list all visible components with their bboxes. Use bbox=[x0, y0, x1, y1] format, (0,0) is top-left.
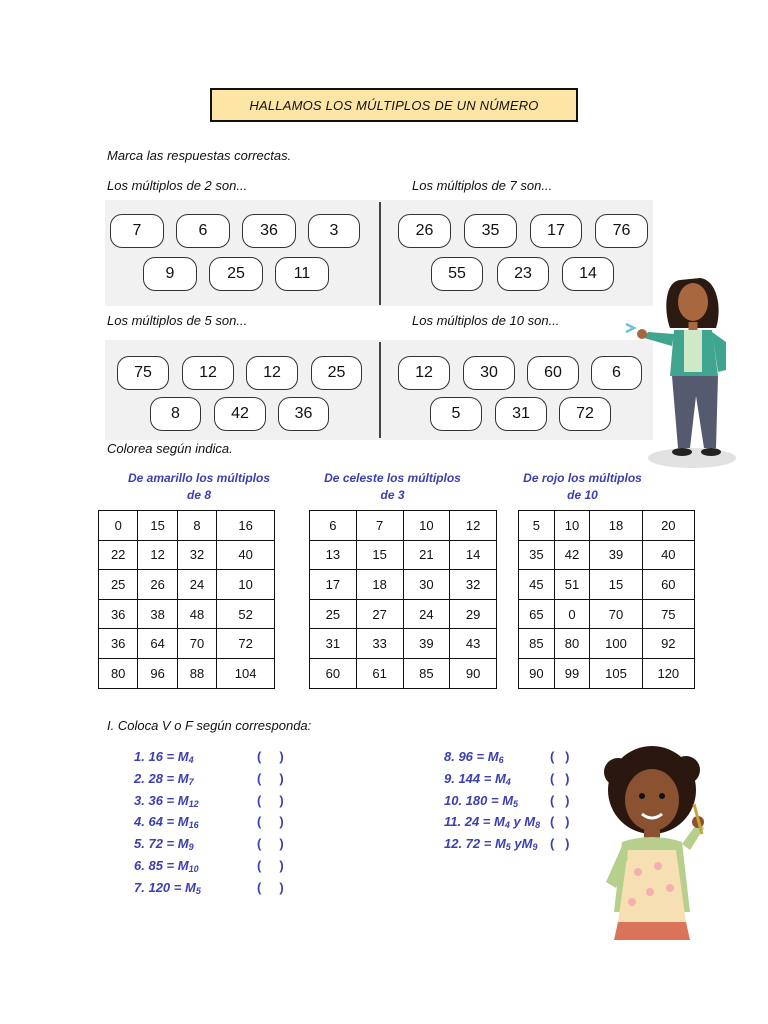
answer-blank[interactable]: ( ) bbox=[257, 770, 284, 786]
table-cell[interactable]: 39 bbox=[403, 629, 450, 659]
vf-expression: yM bbox=[510, 836, 533, 852]
table-row bbox=[310, 658, 497, 688]
vf-number: 1. bbox=[134, 749, 145, 764]
option-pill[interactable]: 55 bbox=[431, 257, 483, 291]
option-pill[interactable]: 35 bbox=[464, 214, 517, 248]
table-row bbox=[519, 658, 695, 688]
vf-statement bbox=[444, 793, 518, 809]
group-label-2: Los múltiplos de 2 son... bbox=[107, 178, 248, 193]
option-pill[interactable]: 36 bbox=[278, 397, 329, 431]
vf-expression: 72 = M bbox=[148, 836, 189, 852]
vf-subscript: 16 bbox=[188, 820, 199, 831]
table-cell[interactable]: 35 bbox=[519, 540, 555, 570]
vf-statement bbox=[444, 771, 511, 787]
answer-blank[interactable]: ( ) bbox=[257, 879, 284, 895]
vf-statement bbox=[134, 814, 199, 830]
vf-subscript: 10 bbox=[188, 864, 199, 874]
table-cell[interactable]: 18 bbox=[590, 511, 642, 541]
table-cell[interactable]: 45 bbox=[519, 570, 555, 600]
option-pill[interactable]: 25 bbox=[311, 356, 362, 390]
table-row bbox=[519, 540, 695, 570]
option-pill[interactable]: 76 bbox=[595, 214, 648, 248]
answer-blank[interactable]: ( ) bbox=[257, 749, 284, 764]
table-cell[interactable]: 92 bbox=[642, 629, 694, 659]
table-cell[interactable]: 85 bbox=[519, 629, 555, 659]
table-cell[interactable]: 24 bbox=[403, 599, 450, 629]
vf-number: 7. bbox=[134, 879, 145, 895]
vf-subscript: 9 bbox=[532, 842, 538, 853]
table-cell[interactable]: 88 bbox=[177, 658, 216, 688]
table-row bbox=[310, 629, 497, 659]
table-cell[interactable]: 15 bbox=[590, 570, 642, 600]
table-cell[interactable]: 15 bbox=[138, 511, 177, 541]
option-pill[interactable]: 23 bbox=[497, 257, 549, 291]
table-row bbox=[99, 570, 275, 600]
vf-subscript: 8 bbox=[535, 820, 541, 831]
vf-statement bbox=[444, 814, 540, 830]
table-title-8 bbox=[108, 470, 290, 504]
option-pill[interactable]: 7 bbox=[110, 214, 164, 248]
vf-number: 5. bbox=[134, 836, 145, 852]
option-pill[interactable]: 6 bbox=[591, 356, 642, 390]
instruction-color: Colorea según indica. bbox=[107, 441, 233, 456]
answer-blank[interactable]: ( ) bbox=[550, 814, 570, 830]
table-cell[interactable]: 0 bbox=[554, 599, 590, 629]
vf-expression: 9. 144 = M bbox=[444, 770, 506, 786]
answer-blank[interactable]: ( ) bbox=[550, 792, 570, 808]
option-pill[interactable]: 72 bbox=[559, 397, 611, 431]
answer-blank[interactable]: ( ) bbox=[550, 770, 570, 786]
table-cell[interactable]: 6 bbox=[310, 511, 357, 541]
table-cell[interactable]: 10 bbox=[217, 570, 275, 600]
table-multiples-8 bbox=[98, 510, 275, 689]
option-pill[interactable]: 11 bbox=[275, 257, 329, 291]
vf-statement bbox=[134, 880, 201, 896]
vf-subscript: 5 bbox=[195, 885, 201, 896]
table-title-line: De rojo los múltiplos bbox=[523, 471, 642, 485]
option-pill[interactable]: 36 bbox=[242, 214, 296, 248]
table-cell[interactable]: 18 bbox=[356, 570, 403, 600]
table-row bbox=[519, 511, 695, 541]
vf-expression: 120 = M bbox=[148, 879, 196, 895]
table-cell[interactable]: 65 bbox=[519, 599, 555, 629]
table-cell[interactable]: 36 bbox=[99, 629, 138, 659]
option-pill[interactable]: 75 bbox=[117, 356, 169, 390]
girl-illustration bbox=[598, 742, 718, 942]
table-cell[interactable]: 32 bbox=[177, 540, 216, 570]
table-title-3 bbox=[300, 470, 485, 504]
table-title-line: de 8 bbox=[186, 488, 211, 502]
vf-expression: 10. 180 = M bbox=[444, 792, 514, 808]
option-pill[interactable]: 12 bbox=[398, 356, 450, 390]
vf-subscript: 4 bbox=[188, 755, 194, 765]
vf-number: 4. bbox=[134, 814, 145, 830]
table-row bbox=[99, 599, 275, 629]
option-pill[interactable]: 25 bbox=[209, 257, 263, 291]
table-cell[interactable]: 21 bbox=[403, 540, 450, 570]
table-cell[interactable]: 100 bbox=[590, 629, 642, 659]
table-cell[interactable]: 25 bbox=[99, 570, 138, 600]
table-cell[interactable]: 80 bbox=[99, 658, 138, 688]
option-pill[interactable]: 31 bbox=[495, 397, 547, 431]
option-pill[interactable]: 3 bbox=[308, 214, 360, 248]
table-row bbox=[310, 540, 497, 570]
table-cell[interactable]: 39 bbox=[590, 540, 642, 570]
table-cell[interactable]: 32 bbox=[450, 570, 497, 600]
group-label-5: Los múltiplos de 5 son... bbox=[107, 313, 248, 328]
vf-statement bbox=[134, 858, 199, 874]
option-pill[interactable]: 9 bbox=[143, 257, 197, 291]
table-title-line: de 10 bbox=[567, 488, 598, 502]
table-row bbox=[519, 599, 695, 629]
table-row bbox=[310, 511, 497, 541]
table-cell[interactable]: 85 bbox=[403, 658, 450, 688]
vf-statement bbox=[134, 793, 199, 809]
table-cell[interactable]: 0 bbox=[99, 511, 138, 541]
table-cell[interactable]: 10 bbox=[403, 511, 450, 541]
table-cell[interactable]: 26 bbox=[138, 570, 177, 600]
option-pill[interactable]: 42 bbox=[214, 397, 266, 431]
table-cell[interactable]: 38 bbox=[138, 599, 177, 629]
table-cell[interactable]: 40 bbox=[217, 540, 275, 570]
table-row bbox=[99, 658, 275, 688]
vf-statement bbox=[134, 836, 194, 852]
vf-subscript: 9 bbox=[188, 842, 194, 853]
option-pill[interactable]: 12 bbox=[246, 356, 298, 390]
section-vf-title: I. Coloca V o F según corresponda: bbox=[107, 718, 312, 733]
option-pill[interactable]: 12 bbox=[182, 356, 234, 390]
table-cell[interactable]: 75 bbox=[642, 599, 694, 629]
table-cell[interactable]: 43 bbox=[450, 629, 497, 659]
table-cell[interactable]: 48 bbox=[177, 599, 216, 629]
option-pill[interactable]: 6 bbox=[176, 214, 230, 248]
table-cell[interactable]: 70 bbox=[177, 629, 216, 659]
table-cell[interactable]: 24 bbox=[177, 570, 216, 600]
vf-subscript: 5 bbox=[505, 842, 511, 853]
table-cell[interactable]: 80 bbox=[554, 629, 590, 659]
table-cell[interactable]: 8 bbox=[177, 511, 216, 541]
vf-statement bbox=[134, 771, 194, 787]
vf-expression: 36 = M bbox=[148, 792, 189, 808]
worksheet-title bbox=[210, 88, 578, 122]
group-label-10: Los múltiplos de 10 son... bbox=[412, 313, 560, 328]
vf-statement bbox=[444, 749, 504, 765]
table-cell[interactable]: 27 bbox=[356, 599, 403, 629]
table-cell[interactable]: 29 bbox=[450, 599, 497, 629]
answer-blank[interactable]: ( ) bbox=[550, 836, 570, 852]
teacher-illustration bbox=[608, 272, 740, 472]
table-cell[interactable]: 60 bbox=[310, 658, 357, 688]
option-pill[interactable]: 30 bbox=[463, 356, 515, 390]
table-cell[interactable]: 90 bbox=[450, 658, 497, 688]
table-row bbox=[519, 570, 695, 600]
vf-expression: 28 = M bbox=[148, 770, 189, 786]
table-cell[interactable]: 20 bbox=[642, 511, 694, 541]
table-cell[interactable]: 99 bbox=[554, 658, 590, 688]
table-cell[interactable]: 15 bbox=[356, 540, 403, 570]
table-cell[interactable]: 22 bbox=[99, 540, 138, 570]
table-cell[interactable]: 60 bbox=[642, 570, 694, 600]
vf-subscript: 12 bbox=[188, 798, 199, 809]
vf-statement bbox=[444, 836, 538, 852]
vf-subscript: 4 bbox=[505, 776, 511, 787]
vf-expression: 85 = M bbox=[148, 858, 189, 873]
vf-expression: 11. 24 = M bbox=[444, 814, 505, 830]
table-row bbox=[310, 570, 497, 600]
table-cell[interactable]: 104 bbox=[217, 658, 275, 688]
divider-top bbox=[379, 202, 381, 305]
answer-blank[interactable]: ( ) bbox=[257, 792, 284, 808]
table-cell[interactable]: 5 bbox=[519, 511, 555, 541]
vf-expression: 16 = M bbox=[148, 749, 189, 764]
divider-bottom bbox=[379, 342, 381, 438]
table-cell[interactable]: 96 bbox=[138, 658, 177, 688]
vf-subscript: 5 bbox=[513, 798, 519, 809]
answer-blank[interactable]: ( ) bbox=[550, 749, 570, 764]
vf-number: 6. bbox=[134, 858, 145, 873]
table-cell[interactable]: 40 bbox=[642, 540, 694, 570]
table-title-line: De amarillo los múltiplos bbox=[127, 471, 271, 485]
table-cell[interactable]: 7 bbox=[356, 511, 403, 541]
group-label-7: Los múltiplos de 7 son... bbox=[412, 178, 553, 193]
table-cell[interactable]: 61 bbox=[356, 658, 403, 688]
option-pill[interactable]: 26 bbox=[398, 214, 451, 248]
vf-expression: 64 = M bbox=[148, 814, 189, 830]
table-cell[interactable]: 14 bbox=[450, 540, 497, 570]
option-pill[interactable]: 14 bbox=[562, 257, 614, 291]
vf-subscript: 6 bbox=[498, 755, 504, 765]
answer-blank[interactable]: ( ) bbox=[257, 814, 284, 830]
vf-expression: y M bbox=[509, 814, 536, 830]
table-row bbox=[99, 629, 275, 659]
table-cell[interactable]: 25 bbox=[310, 599, 357, 629]
table-cell[interactable]: 120 bbox=[642, 658, 694, 688]
vf-number: 3. bbox=[134, 792, 145, 808]
table-cell[interactable]: 105 bbox=[590, 658, 642, 688]
table-cell[interactable]: 51 bbox=[554, 570, 590, 600]
table-cell[interactable]: 12 bbox=[450, 511, 497, 541]
table-row bbox=[310, 599, 497, 629]
option-pill[interactable]: 5 bbox=[430, 397, 482, 431]
table-cell[interactable]: 33 bbox=[356, 629, 403, 659]
option-pill[interactable]: 17 bbox=[530, 214, 582, 248]
table-cell[interactable]: 13 bbox=[310, 540, 357, 570]
table-cell[interactable]: 70 bbox=[590, 599, 642, 629]
vf-number: 2. bbox=[134, 770, 145, 786]
table-row bbox=[519, 629, 695, 659]
vf-expression: 12. 72 = M bbox=[444, 836, 506, 852]
answer-blank[interactable]: ( ) bbox=[257, 858, 284, 873]
instruction-mark: Marca las respuestas correctas. bbox=[107, 148, 292, 163]
table-multiples-3 bbox=[309, 510, 497, 689]
table-title-line: De celeste los múltiplos bbox=[324, 471, 461, 485]
table-cell[interactable]: 52 bbox=[217, 599, 275, 629]
table-title-10 bbox=[500, 470, 665, 504]
table-cell[interactable]: 12 bbox=[138, 540, 177, 570]
option-pill[interactable]: 60 bbox=[527, 356, 579, 390]
table-cell[interactable]: 17 bbox=[310, 570, 357, 600]
vf-subscript: 7 bbox=[188, 776, 194, 787]
option-pill[interactable]: 8 bbox=[150, 397, 201, 431]
table-cell[interactable]: 72 bbox=[217, 629, 275, 659]
table-row bbox=[99, 540, 275, 570]
table-multiples-10 bbox=[518, 510, 695, 689]
table-cell[interactable]: 31 bbox=[310, 629, 357, 659]
table-row bbox=[99, 511, 275, 541]
table-title-line: de 3 bbox=[380, 488, 405, 502]
vf-subscript: 4 bbox=[504, 820, 510, 831]
table-cell[interactable]: 36 bbox=[99, 599, 138, 629]
table-cell[interactable]: 64 bbox=[138, 629, 177, 659]
table-cell[interactable]: 30 bbox=[403, 570, 450, 600]
worksheet-title-text: HALLAMOS LOS MÚLTIPLOS DE UN NÚMERO bbox=[249, 97, 539, 113]
table-cell[interactable]: 90 bbox=[519, 658, 555, 688]
vf-expression: 8. 96 = M bbox=[444, 749, 499, 764]
table-cell[interactable]: 16 bbox=[217, 511, 275, 541]
table-cell[interactable]: 42 bbox=[554, 540, 590, 570]
table-cell[interactable]: 10 bbox=[554, 511, 590, 541]
vf-statement bbox=[134, 749, 194, 765]
answer-blank[interactable]: ( ) bbox=[257, 836, 284, 852]
